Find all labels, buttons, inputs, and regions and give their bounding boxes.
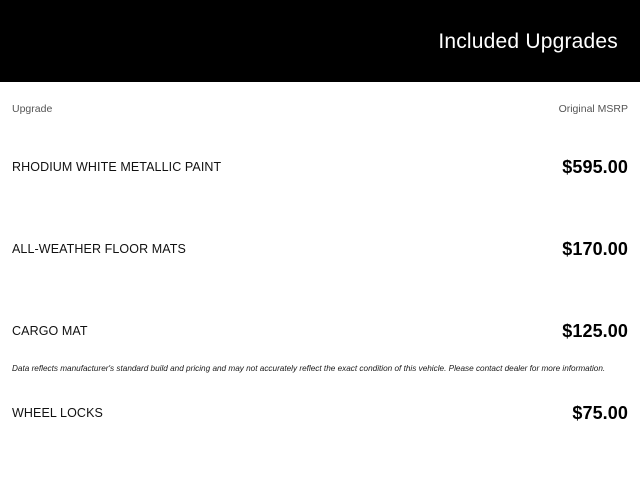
- page-title: Included Upgrades: [438, 29, 618, 53]
- upgrade-price: $170.00: [562, 238, 628, 259]
- table-row: [12, 290, 628, 372]
- disclaimer-text: Data reflects manufacturer's standard build and pricing and may not accurately reflect the exact condition of this vehicle. Please contact dealer for more information.: [12, 364, 606, 373]
- upgrade-price: $125.00: [562, 320, 628, 341]
- column-header-msrp: Original MSRP: [558, 103, 628, 115]
- upgrades-table: [12, 126, 628, 454]
- upgrade-name: ALL-WEATHER FLOOR MATS: [12, 242, 186, 256]
- upgrade-name: RHODIUM WHITE METALLIC PAINT: [12, 160, 222, 174]
- upgrade-name: WHEEL LOCKS: [12, 406, 103, 420]
- page-header: [0, 0, 640, 82]
- table-row: [12, 372, 628, 454]
- upgrade-name: CARGO MAT: [12, 324, 88, 338]
- upgrades-content: [0, 82, 640, 480]
- column-header-upgrade: Upgrade: [12, 103, 53, 115]
- table-row: [12, 208, 628, 290]
- table-column-headers: [12, 82, 628, 124]
- upgrade-price: $595.00: [562, 156, 628, 177]
- table-row: [12, 126, 628, 208]
- upgrade-price: $75.00: [572, 402, 628, 423]
